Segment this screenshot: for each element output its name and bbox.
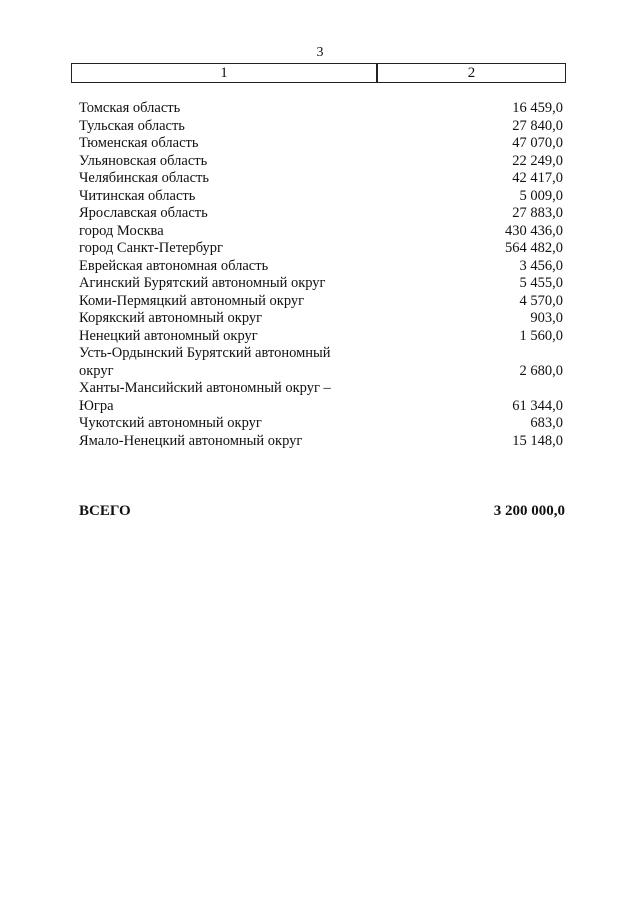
region-amount: 430 436,0	[505, 222, 563, 239]
table-row	[79, 153, 563, 171]
table-row	[79, 100, 563, 118]
region-name: Томская область	[79, 100, 181, 116]
region-amount: 27 840,0	[512, 117, 563, 134]
region-name: Агинский Бурятский автономный округ	[79, 275, 326, 291]
region-name: Тульская область	[79, 117, 185, 134]
table-header	[71, 63, 566, 83]
total-row	[79, 502, 565, 520]
region-name: Ямало-Ненецкий автономный округ	[79, 432, 303, 449]
table-row	[79, 293, 563, 311]
table-row	[79, 188, 563, 206]
table-row	[79, 345, 563, 380]
region-name: Коми-Пермяцкий автономный округ	[79, 292, 305, 309]
region-amount: 683,0	[530, 415, 563, 431]
region-amount: 5 009,0	[519, 187, 563, 204]
region-amount: 42 417,0	[512, 170, 563, 186]
total-label: ВСЕГО	[79, 503, 131, 519]
total-amount: 3 200 000,0	[493, 503, 565, 519]
region-amount: 1 560,0	[519, 327, 563, 344]
table-row	[79, 328, 563, 346]
region-name: Ульяновская область	[79, 152, 208, 169]
region-name: Читинская область	[79, 187, 196, 204]
table-header-column-2: 2	[467, 65, 476, 81]
allocation-list	[79, 100, 563, 450]
table-row	[79, 415, 563, 433]
region-amount: 5 455,0	[519, 275, 563, 291]
table-row	[79, 258, 563, 276]
table-row	[79, 433, 563, 451]
region-amount: 4 570,0	[519, 292, 563, 309]
region-name: город Санкт-Петербург	[79, 240, 224, 256]
table-row	[79, 380, 563, 415]
region-name: Ханты-Мансийский автономный округ – Югра	[79, 380, 331, 414]
table-row	[79, 310, 563, 328]
table-row	[79, 240, 563, 258]
region-name: Корякский автономный округ	[79, 310, 263, 326]
table-row	[79, 118, 563, 136]
region-amount: 3 456,0	[519, 257, 563, 274]
region-amount: 15 148,0	[512, 432, 563, 449]
region-amount: 61 344,0	[512, 397, 563, 414]
table-row	[79, 275, 563, 293]
table-row	[79, 135, 563, 153]
table-row	[79, 170, 563, 188]
region-amount: 27 883,0	[512, 205, 563, 221]
region-amount: 47 070,0	[512, 135, 563, 151]
table-row	[79, 205, 563, 223]
table-row	[79, 223, 563, 241]
region-amount: 2 680,0	[519, 362, 563, 379]
region-name: город Москва	[79, 222, 164, 239]
table-header-column-1: 1	[72, 64, 378, 82]
region-name: Челябинская область	[79, 170, 209, 186]
region-name: Ненецкий автономный округ	[79, 327, 258, 344]
region-name: Чукотский автономный округ	[79, 415, 262, 431]
region-name: Тюменская область	[79, 135, 199, 151]
region-name: Усть-Ордынский Бурятский автономный округ	[79, 345, 331, 379]
page-number: 3	[316, 45, 324, 60]
region-amount: 16 459,0	[512, 100, 563, 116]
region-amount: 564 482,0	[505, 240, 563, 256]
region-amount: 22 249,0	[512, 152, 563, 169]
region-amount: 903,0	[530, 310, 563, 326]
region-name: Еврейская автономная область	[79, 257, 269, 274]
region-name: Ярославская область	[79, 205, 208, 221]
